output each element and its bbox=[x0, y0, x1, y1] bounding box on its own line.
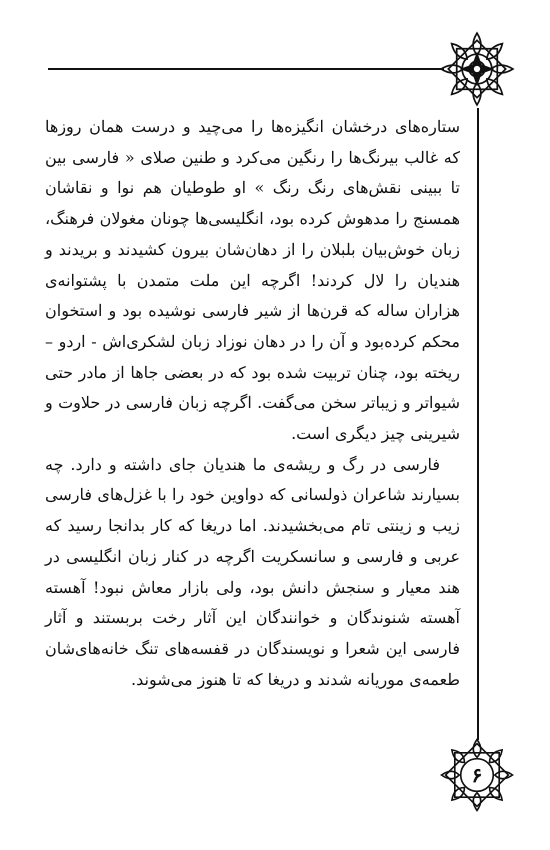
side-rule bbox=[477, 108, 479, 740]
star-rosette-icon bbox=[438, 30, 516, 108]
body-text bbox=[45, 112, 460, 695]
paragraph-1: ستاره‌های درخشان انگیزه‌ها را می‌چید و درست همان روزها که غالب بیرنگ‌ها را رنگین می‌کرد و طنین صلای « فارسی بین تا ببینی نقش‌های رنگ رنگ » او طوطیان هم نوا و نقاشان همسنج را مدهوش کرده بود، انگلیسی‌ها چونان مغولان فرهنگ، زبان خوش‌بیان بلبلان را از دهان‌شان بیرون کشیدند و بریدند و هندیان را لال کردند! اگرچه این ملت متمدن با پشتوانه‌ی هزاران ساله که قرن‌ها از شیر فارسی نوشیده بود و استخوان محکم کرده‌بود و آن را در دهان نوزاد زبان لشکری‌اش - اردو – ریخته بود، چنان تربیت شده بود که در بعضی جاها از مادر حتی شیواتر و زیباتر سخن می‌گفت. اگرچه زبان فارسی در حلاوت و شیرینی چیز دیگری است. bbox=[45, 117, 460, 444]
page-number: ۶ bbox=[471, 763, 483, 787]
top-rule bbox=[48, 68, 444, 70]
paragraph-2: فارسی در رگ و ریشه‌ی ما هندیان جای داشته و دارد. چه بسیارند شاعران ذولسانی که دواوین خود را با غزل‌های فارسی زیب و زینتی تام می‌بخشیدند. اما دریغا که کار بدانجا رسید که عربی و فارسی و سانسکریت اگرچه در کنار زبان انگلیسی در هند معیار و سنجش دانش بود، ولی بازار معاش نبود! آهسته آهسته شنوندگان و خوانندگان این آثار رخت بربستند و آثار فارسی این شعرا و نویسندگان در قفسه‌های تنگ خانه‌های‌شان طعمه‌ی موریانه شدند و دریغا که تا هنوز می‌شوند. bbox=[45, 454, 460, 689]
